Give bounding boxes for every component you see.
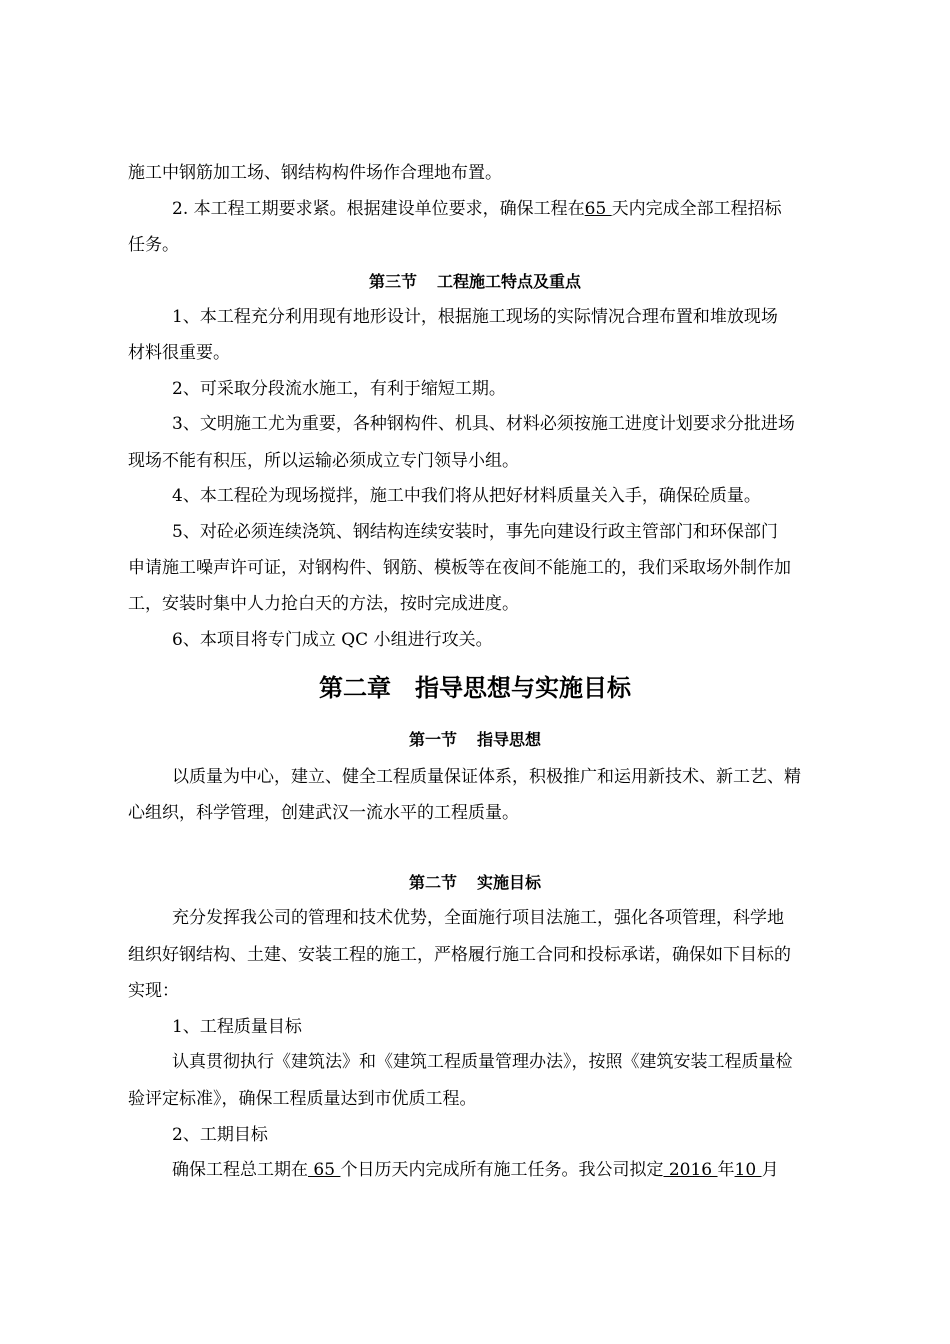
list-item: 1、本工程充分利用现有地形设计，根据施工现场的实际情况合理布置和堆放现场 — [172, 307, 778, 327]
paragraph-line: 认真贯彻执行《建筑法》和《建筑工程质量管理办法》，按照《建筑安装工程质量检 — [172, 1052, 793, 1072]
paragraph-line: 以质量为中心，建立、健全工程质量保证体系，积极推广和运用新技术、新工艺、精 — [172, 767, 801, 787]
paragraph-line: 实现： — [128, 981, 179, 1001]
paragraph-line: 验评定标准》，确保工程质量达到市优质工程。 — [128, 1089, 477, 1109]
subheading: 2、工期目标 — [172, 1125, 268, 1145]
chapter-heading: 第二章 指导思想与实施目标 — [319, 673, 631, 702]
list-item-continuation: 申请施工噪声许可证，对钢构件、钢筋、模板等在夜间不能施工的，我们采取场外制作加 — [128, 558, 791, 578]
paragraph-line: 心组织，科学管理，创建武汉一流水平的工程质量。 — [128, 803, 519, 823]
year-value: 2016 — [663, 1160, 718, 1180]
section-heading: 第三节 工程施工特点及重点 — [368, 272, 582, 291]
month-value: 10 — [734, 1160, 762, 1180]
paragraph-line: 任务。 — [128, 235, 179, 255]
list-item: 3、文明施工尤为重要，各种钢构件、机具、材料必须按施工进度计划要求分批进场 — [172, 414, 795, 434]
list-item: 4、本工程砼为现场搅拌，施工中我们将从把好材料质量关入手，确保砼质量。 — [172, 486, 761, 506]
paragraph-line: 充分发挥我公司的管理和技术优势，全面施行项目法施工，强化各项管理，科学地 — [172, 908, 784, 928]
total-days-value: 65 — [308, 1160, 341, 1180]
list-item: 6、本项目将专门成立 QC 小组进行攻关。 — [172, 630, 493, 650]
list-item-continuation: 工，安装时集中人力抢白天的方法，按时完成进度。 — [128, 594, 519, 614]
paragraph-line: 施工中钢筋加工场、钢结构构件场作合理地布置。 — [128, 163, 502, 183]
paragraph-line: 确保工程总工期在 65 个日历天内完成所有施工任务。我公司拟定 2016 年10 月 — [172, 1160, 779, 1180]
list-item: 5、对砼必须连续浇筑、钢结构连续安装时，事先向建设行政主管部门和环保部门 — [172, 522, 778, 542]
paragraph-line: 组织好钢结构、土建、安装工程的施工，严格履行施工合同和投标承诺，确保如下目标的 — [128, 945, 791, 965]
list-item-continuation: 现场不能有积压，所以运输必须成立专门领导小组。 — [128, 451, 519, 471]
section-heading: 第二节 实施目标 — [408, 873, 542, 892]
paragraph-line: 2. 本工程工期要求紧。根据建设单位要求，确保工程在65 天内完成全部工程招标 — [172, 199, 782, 219]
section-heading: 第一节 指导思想 — [408, 730, 542, 749]
list-item-continuation: 材料很重要。 — [128, 343, 230, 363]
subheading: 1、工程质量目标 — [172, 1017, 302, 1037]
list-item: 2、可采取分段流水施工，有利于缩短工期。 — [172, 379, 506, 399]
duration-days-value: 65 — [584, 199, 612, 219]
